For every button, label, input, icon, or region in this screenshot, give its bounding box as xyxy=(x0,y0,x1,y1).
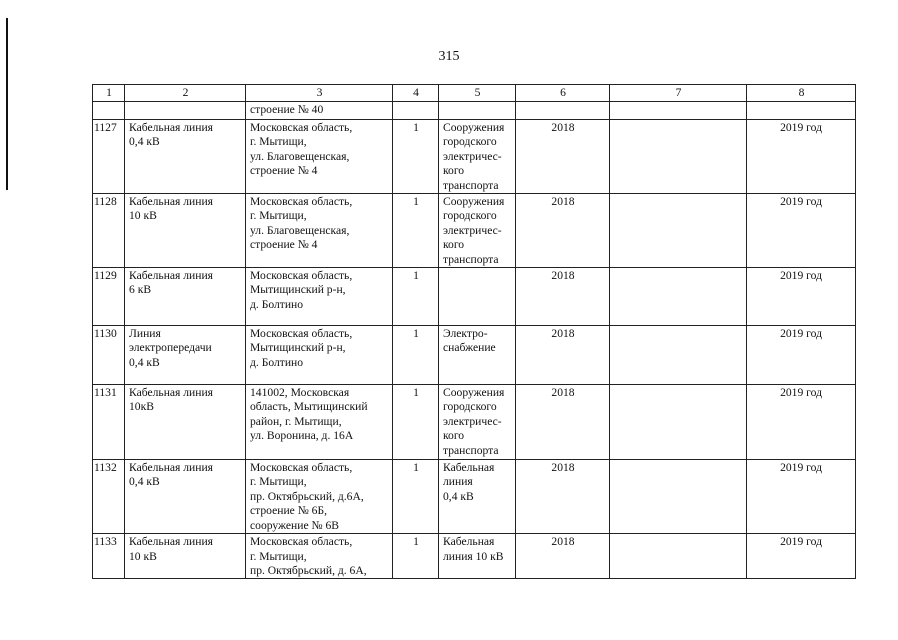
cell-purpose: Кабельная линия 0,4 кВ xyxy=(439,460,516,534)
cell-column-7 xyxy=(610,385,747,460)
cell-term: 2019 год xyxy=(747,534,856,579)
cell-name: Кабельная линия 0,4 кВ xyxy=(125,120,246,194)
cell-term: 2019 год xyxy=(747,194,856,268)
cell-address: Московская область, г. Мытищи, пр. Октябрьский, д. 6А, xyxy=(246,534,393,579)
table-row xyxy=(93,268,856,326)
cell-quantity: 1 xyxy=(393,385,439,460)
cell-year: 2018 xyxy=(516,194,610,268)
cell-column-7 xyxy=(610,326,747,385)
cell-purpose: Сооружения городского электричес- кого транспорта xyxy=(439,385,516,460)
cell-quantity xyxy=(393,102,439,120)
cell-name: Кабельная линия 10кВ xyxy=(125,385,246,460)
cell-name: Кабельная линия 0,4 кВ xyxy=(125,460,246,534)
cell-column-7 xyxy=(610,534,747,579)
cell-number: 1127 xyxy=(93,120,125,194)
cell-address: Московская область, г. Мытищи, ул. Благовещенская, строение № 4 xyxy=(246,120,393,194)
cell-number: 1133 xyxy=(93,534,125,579)
column-header: 1 xyxy=(93,85,125,102)
column-header: 2 xyxy=(125,85,246,102)
cell-purpose: Кабельная линия 10 кВ xyxy=(439,534,516,579)
column-header-row xyxy=(93,85,856,102)
cell-year: 2018 xyxy=(516,385,610,460)
cell-address: Московская область, Мытищинский р-н, д. Болтино xyxy=(246,326,393,385)
cell-name: Кабельная линия 10 кВ xyxy=(125,534,246,579)
scan-margin-line xyxy=(6,18,8,190)
cell-column-7 xyxy=(610,194,747,268)
cell-quantity: 1 xyxy=(393,460,439,534)
cell-year: 2018 xyxy=(516,120,610,194)
table-row xyxy=(93,460,856,534)
cell-address: Московская область, г. Мытищи, ул. Благовещенская, строение № 4 xyxy=(246,194,393,268)
cell-year: 2018 xyxy=(516,326,610,385)
cell-address: Московская область, Мытищинский р-н, д. Болтино xyxy=(246,268,393,326)
cell-column-7 xyxy=(610,460,747,534)
cell-number: 1129 xyxy=(93,268,125,326)
cell-purpose xyxy=(439,268,516,326)
cell-term xyxy=(747,102,856,120)
cell-column-7 xyxy=(610,102,747,120)
column-header: 6 xyxy=(516,85,610,102)
table-row xyxy=(93,326,856,385)
registry-table xyxy=(92,84,856,579)
cell-name: Кабельная линия 10 кВ xyxy=(125,194,246,268)
table-row xyxy=(93,194,856,268)
cell-number: 1128 xyxy=(93,194,125,268)
cell-name: Кабельная линия 6 кВ xyxy=(125,268,246,326)
cell-address: строение № 40 xyxy=(246,102,393,120)
cell-year: 2018 xyxy=(516,534,610,579)
cell-year: 2018 xyxy=(516,460,610,534)
continuation-row xyxy=(93,102,856,120)
column-header: 3 xyxy=(246,85,393,102)
cell-purpose xyxy=(439,102,516,120)
cell-number: 1130 xyxy=(93,326,125,385)
cell-term: 2019 год xyxy=(747,268,856,326)
cell-purpose: Сооружения городского электричес- кого транспорта xyxy=(439,120,516,194)
cell-number xyxy=(93,102,125,120)
cell-quantity: 1 xyxy=(393,120,439,194)
column-header: 8 xyxy=(747,85,856,102)
column-header: 5 xyxy=(439,85,516,102)
cell-year xyxy=(516,102,610,120)
cell-quantity: 1 xyxy=(393,194,439,268)
cell-address: Московская область, г. Мытищи, пр. Октябрьский, д.6А, строение № 6Б, сооружение № 6В xyxy=(246,460,393,534)
cell-year: 2018 xyxy=(516,268,610,326)
table-row xyxy=(93,534,856,579)
page-number: 315 xyxy=(438,49,460,64)
table-row xyxy=(93,385,856,460)
column-header: 4 xyxy=(393,85,439,102)
cell-quantity: 1 xyxy=(393,268,439,326)
cell-term: 2019 год xyxy=(747,460,856,534)
cell-quantity: 1 xyxy=(393,534,439,579)
table-row xyxy=(93,120,856,194)
cell-quantity: 1 xyxy=(393,326,439,385)
cell-name xyxy=(125,102,246,120)
cell-number: 1131 xyxy=(93,385,125,460)
cell-term: 2019 год xyxy=(747,385,856,460)
cell-term: 2019 год xyxy=(747,326,856,385)
cell-purpose: Электро- снабжение xyxy=(439,326,516,385)
cell-term: 2019 год xyxy=(747,120,856,194)
cell-name: Линия электропередачи 0,4 кВ xyxy=(125,326,246,385)
cell-purpose: Сооружения городского электричес- кого транспорта xyxy=(439,194,516,268)
cell-address: 141002, Московская область, Мытищинский район, г. Мытищи, ул. Воронина, д. 16А xyxy=(246,385,393,460)
column-header: 7 xyxy=(610,85,747,102)
cell-number: 1132 xyxy=(93,460,125,534)
cell-column-7 xyxy=(610,268,747,326)
cell-column-7 xyxy=(610,120,747,194)
